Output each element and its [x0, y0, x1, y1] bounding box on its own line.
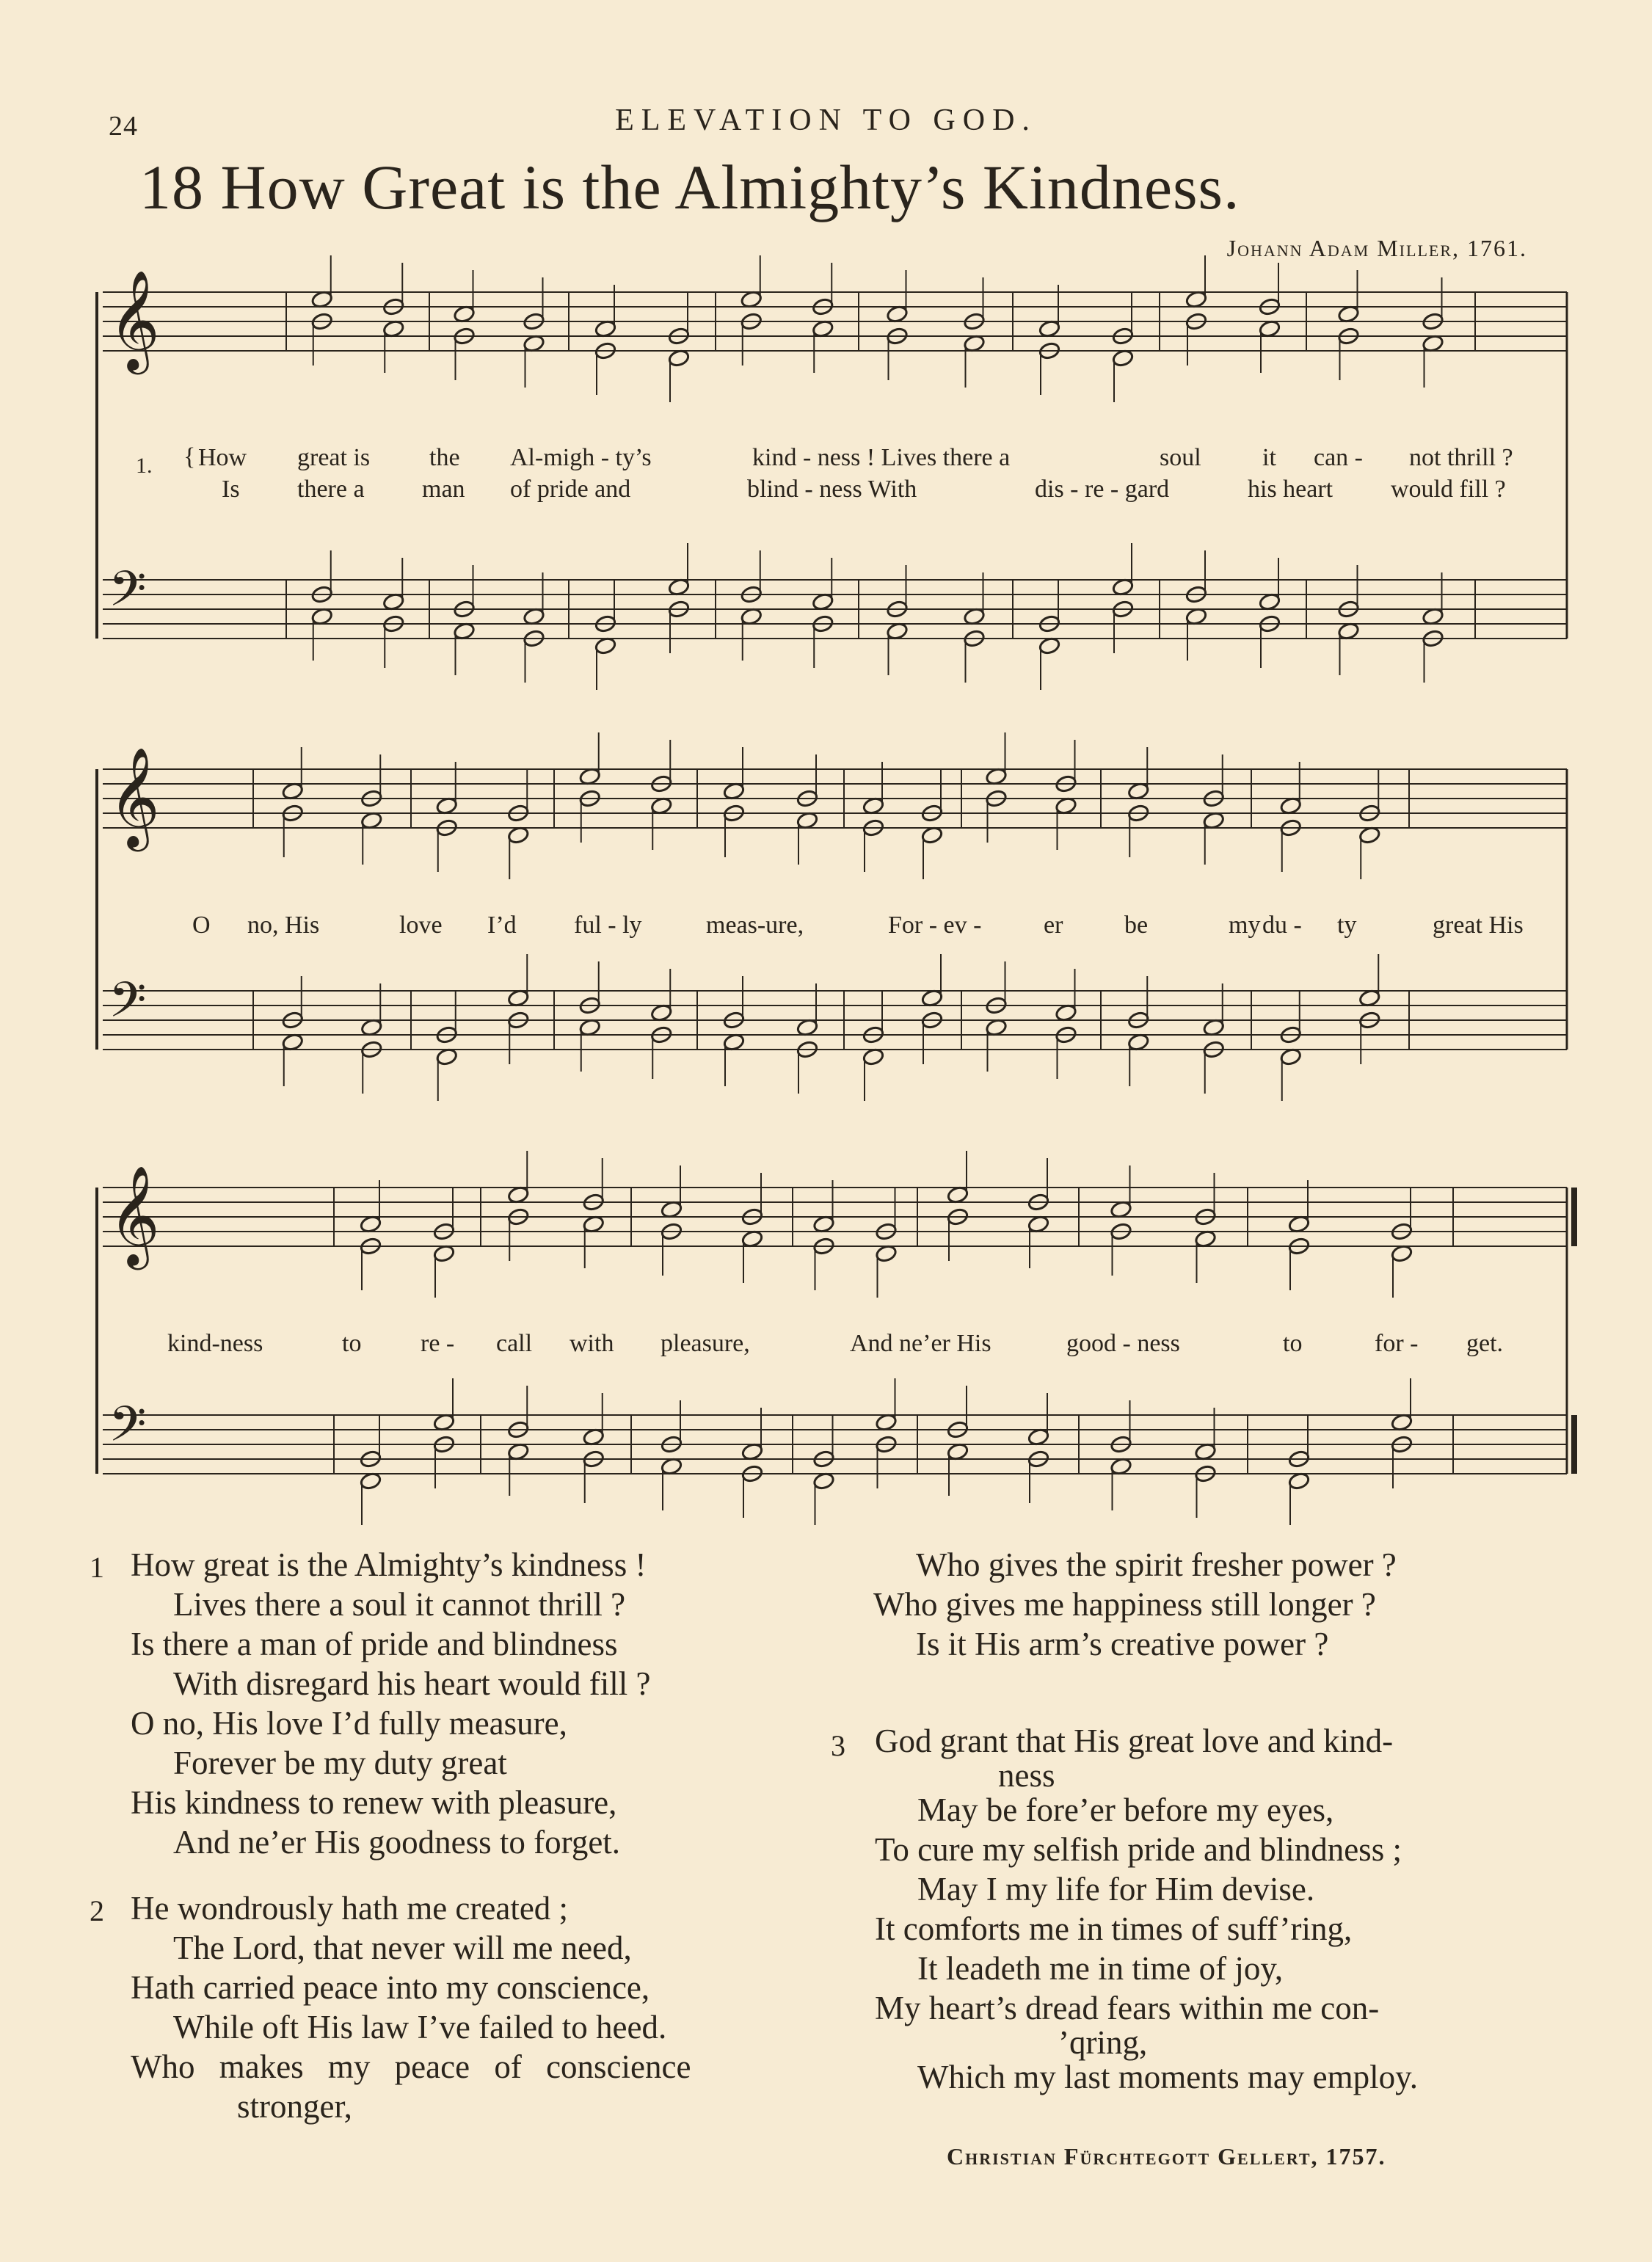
stanza-line: His kindness to renew with pleasure,	[131, 1784, 617, 1821]
lyric-word: er	[1044, 912, 1063, 939]
lyric-word: re -	[421, 1330, 455, 1357]
stanza-line: ness	[998, 1757, 1055, 1794]
running-head: ELEVATION TO GOD.	[615, 103, 1037, 137]
stanza-line: My heart’s dread fears within me con-	[875, 1990, 1380, 2026]
clefs	[109, 269, 160, 1464]
stanza-number: 2	[90, 1894, 104, 1927]
lyric-brace: {	[183, 443, 196, 470]
lyric-word: soul	[1160, 444, 1201, 471]
svg-text:𝄞: 𝄞	[109, 1164, 160, 1265]
lyric-word: ty	[1337, 912, 1357, 939]
lyric-line-1b	[198, 476, 1556, 509]
lyric-word: not thrill ?	[1409, 444, 1513, 471]
stanza-2-continued	[873, 1545, 1397, 1664]
stanza-line: Is there a man of pride and blindness	[131, 1626, 618, 1662]
stanza-line: And ne’er His goodness to forget.	[173, 1824, 621, 1861]
lyric-word: Al-migh - ty’s	[510, 444, 652, 471]
stanza-line: Is it His arm’s creative power ?	[916, 1626, 1329, 1662]
stanza-line: God grant that His great love and kind-	[875, 1723, 1394, 1759]
stanza-line: Forever be my duty great	[173, 1745, 507, 1781]
stanza-line: While oft His law I’ve failed to heed.	[173, 2009, 667, 2045]
stanza-2	[131, 1888, 691, 2126]
lyric-word: good - ness	[1066, 1330, 1180, 1357]
hymn-title: 18 How Great is the Almighty’s Kindness.	[139, 152, 1240, 222]
lyric-word: kind-ness	[167, 1330, 263, 1357]
stanza-line: May be fore’er before my eyes,	[917, 1792, 1334, 1828]
svg-text:𝄞: 𝄞	[109, 746, 160, 847]
lyric-word: ful - ly	[574, 912, 642, 939]
lyric-line-3	[167, 1330, 1562, 1363]
stanza-line: The Lord, that never will me need,	[173, 1930, 632, 1966]
lyric-word: can -	[1314, 444, 1364, 471]
stanza-line: It leadeth me in time of joy,	[917, 1950, 1284, 1987]
lyric-word: get.	[1466, 1330, 1504, 1357]
stanza-line: Who makes my peace of conscience	[131, 2048, 691, 2085]
stanza-line: stronger,	[237, 2088, 352, 2125]
stanza-line: How great is the Almighty’s kindness !	[131, 1546, 647, 1583]
lyric-word: dis - re - gard	[1035, 476, 1170, 503]
lyric-word: it	[1262, 444, 1276, 471]
composer-credit: Johann Adam Miller, 1761.	[1226, 235, 1527, 261]
verse-marker: 1.	[136, 454, 153, 478]
lyric-word: of pride and	[510, 476, 631, 503]
lyric-word: And ne’er His	[850, 1330, 991, 1357]
lyric-word: great His	[1433, 912, 1524, 939]
lyric-word: for -	[1375, 1330, 1419, 1357]
lyric-word: my	[1229, 912, 1261, 939]
lyric-word: How	[198, 444, 247, 471]
lyric-word: be	[1124, 912, 1149, 939]
stanza-line: Who gives the spirit fresher power ?	[916, 1546, 1397, 1583]
lyric-word: du -	[1262, 912, 1302, 939]
lyric-line-1a	[198, 444, 1556, 477]
svg-text:𝄢: 𝄢	[109, 1396, 147, 1464]
lyric-word: kind - ness ! Lives there a	[752, 444, 1011, 471]
svg-text:𝄢: 𝄢	[109, 972, 147, 1040]
lyric-word: man	[422, 476, 465, 503]
lyric-word: the	[429, 444, 460, 471]
lyric-word: his heart	[1248, 476, 1333, 503]
lyric-word: call	[496, 1330, 533, 1357]
stanza-line: With disregard his heart would fill ?	[173, 1665, 651, 1702]
lyric-word: there a	[297, 476, 365, 503]
stanza-line: Who gives me happiness still longer ?	[873, 1586, 1376, 1623]
lyric-word: O	[192, 912, 211, 939]
stanza-line: It comforts me in times of suff’ring,	[875, 1910, 1353, 1947]
lyric-word: For - ev -	[888, 912, 982, 939]
lyric-word: meas-ure,	[706, 912, 804, 939]
svg-text:𝄢: 𝄢	[109, 561, 147, 629]
author-credit: Christian Fürchtegott Gellert, 1757.	[947, 2143, 1386, 2170]
lyric-word: to	[1283, 1330, 1303, 1357]
lyric-word: love	[399, 912, 443, 939]
lyric-word: Is	[222, 476, 240, 503]
lyric-word: great is	[297, 444, 371, 471]
lyric-word: with	[570, 1330, 614, 1357]
lyric-word: would fill ?	[1391, 476, 1506, 503]
lyric-word: pleasure,	[661, 1330, 750, 1357]
page-number: 24	[109, 111, 138, 142]
lyric-word: blind - ness With	[747, 476, 917, 503]
lyric-word: no, His	[247, 912, 320, 939]
stanza-number: 3	[831, 1729, 845, 1762]
lyric-word: to	[342, 1330, 362, 1357]
stanza-1	[131, 1545, 651, 1862]
stanza-line: Hath carried peace into my conscience,	[131, 1969, 650, 2006]
stanza-line: Which my last moments may employ.	[917, 2059, 1418, 2095]
stanza-3	[875, 1721, 1418, 2097]
stanza-number: 1	[90, 1551, 104, 1584]
stanza-line: May I my life for Him devise.	[917, 1871, 1315, 1908]
stanza-line: ’qring,	[1058, 2024, 1148, 2061]
stanza-line: O no, His love I’d fully measure,	[131, 1705, 567, 1742]
stanza-line: He wondrously hath me created ;	[131, 1890, 569, 1927]
stanza-line: To cure my selfish pride and blindness ;	[875, 1831, 1402, 1868]
svg-text:𝄞: 𝄞	[109, 269, 160, 370]
stanza-line: Lives there a soul it cannot thrill ?	[173, 1586, 626, 1623]
lyric-word: I’d	[487, 912, 517, 939]
lyric-line-2	[192, 912, 1587, 945]
